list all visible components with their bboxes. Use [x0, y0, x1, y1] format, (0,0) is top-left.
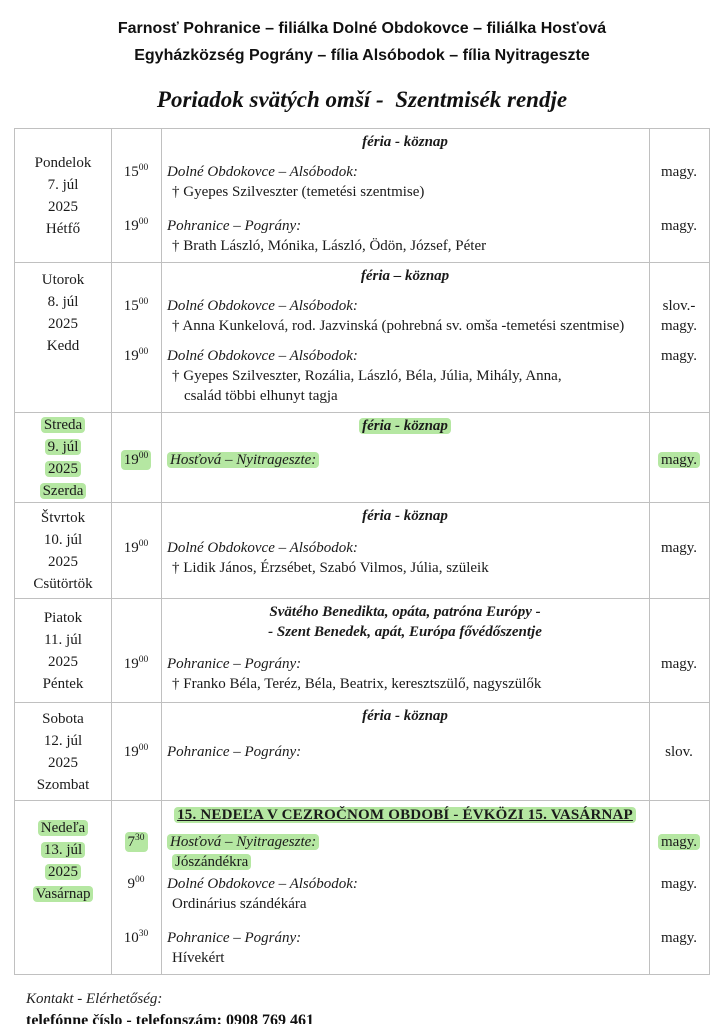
- mass-time: [111, 346, 161, 366]
- day-line: 2025: [48, 653, 78, 670]
- language-text: magy.: [660, 318, 698, 334]
- phone-number: telefónne číslo - telefonszám: 0908 769 461: [26, 1012, 314, 1024]
- mass-time: [111, 928, 161, 948]
- time-minutes: 00: [138, 217, 149, 227]
- mass-intention: [167, 852, 649, 872]
- column-divider: [161, 599, 162, 702]
- day-line: Hétfő: [45, 220, 81, 237]
- day-cell: [15, 599, 111, 702]
- mass-intention: [167, 674, 649, 694]
- mass-entry: [111, 654, 709, 694]
- mass-time: [111, 162, 161, 182]
- row-content: [111, 129, 709, 262]
- mass-location: [167, 346, 649, 366]
- row-friday: [15, 598, 709, 702]
- mass-entry: [111, 346, 709, 406]
- time-hour: 19: [123, 656, 139, 672]
- day-cell: [15, 801, 111, 974]
- mass-location: [167, 450, 649, 470]
- feria-text: féria - köznap: [362, 134, 448, 150]
- day-text: 2025: [45, 461, 81, 477]
- intention-text: † Anna Kunkelová, rod. Jazvinská (pohrebná sv. omša -temetési szentmise): [172, 318, 625, 334]
- day-line: Kedd: [46, 338, 80, 354]
- time-hour: 19: [123, 540, 139, 556]
- feast-text: - Szent Benedek, apát, Európa fővédőszentje: [268, 624, 542, 640]
- feria-text: féria - köznap: [362, 508, 448, 524]
- mass-location: [167, 874, 649, 894]
- mass-time: [111, 832, 161, 852]
- intention-text: † Gyepes Szilveszter (temetési szentmise): [172, 184, 425, 200]
- mass-intention: [167, 558, 649, 578]
- mass-location: [167, 216, 649, 236]
- time-hour: 19: [123, 744, 139, 760]
- day-line: [38, 817, 88, 839]
- time-hour: 19: [123, 348, 139, 364]
- column-divider: [161, 503, 162, 598]
- column-divider: [161, 801, 162, 974]
- location-text: Pohranice – Pográny:: [167, 744, 302, 760]
- mass-language: [649, 346, 709, 366]
- day-line: [45, 436, 82, 458]
- mass-time: [111, 538, 161, 558]
- mass-language: [649, 450, 709, 470]
- time-minutes: 00: [138, 539, 149, 549]
- intention-text: † Franko Béla, Teréz, Béla, Beatrix, keresztszülő, nagyszülők: [172, 676, 542, 692]
- day-cell: [15, 263, 111, 412]
- feria-text: féria - köznap: [359, 418, 451, 434]
- time-minutes: 30: [138, 929, 149, 939]
- language-text: slov.-: [662, 298, 696, 314]
- row-monday: [15, 129, 709, 262]
- mass-time: [111, 450, 161, 470]
- location-text: Pohranice – Pográny:: [167, 218, 302, 234]
- day-line: 7. júl: [47, 176, 79, 193]
- time-minutes: 00: [138, 655, 149, 665]
- row-content: [111, 703, 709, 800]
- feast-label: [161, 622, 649, 642]
- day-line: Utorok: [41, 272, 85, 288]
- mass-intention: [167, 182, 649, 202]
- mass-description: [161, 928, 649, 968]
- language-text: slov.: [665, 744, 693, 760]
- day-line: 12. júl: [43, 732, 83, 749]
- mass-language: [649, 296, 709, 336]
- column-divider: [111, 801, 112, 974]
- row-content: [111, 413, 709, 502]
- row-thursday: [15, 502, 709, 598]
- column-divider: [161, 413, 162, 502]
- row-content: [111, 503, 709, 598]
- language-text: magy.: [658, 834, 700, 850]
- mass-location: [167, 538, 649, 558]
- mass-intention: [167, 366, 649, 386]
- mass-entry: [111, 538, 709, 578]
- mass-entry: [111, 742, 709, 762]
- day-line: 2025: [48, 553, 78, 570]
- parish-header-line-hu: Egyházközség Pográny – fília Alsóbodok – fília Nyitrageszte: [134, 47, 590, 64]
- column-divider: [111, 503, 112, 598]
- location-text: Pohranice – Pográny:: [167, 930, 302, 946]
- column-divider: [161, 263, 162, 412]
- location-text: Dolné Obdokovce – Alsóbodok:: [167, 876, 358, 892]
- column-divider: [111, 129, 112, 262]
- day-line: 8. júl: [47, 294, 79, 310]
- mass-intention: [167, 316, 649, 336]
- time-hour: 19: [123, 452, 139, 468]
- time-minutes: 30: [135, 833, 145, 843]
- mass-entry: [111, 216, 709, 256]
- day-line: [45, 458, 81, 480]
- mass-location: [167, 296, 649, 316]
- time-minutes: 00: [138, 451, 149, 461]
- intention-text: † Brath László, Mónika, László, Ödön, József, Péter: [172, 238, 487, 254]
- day-text: 2025: [45, 864, 81, 880]
- mass-schedule-table: [14, 128, 710, 975]
- column-divider: [649, 413, 650, 502]
- feria-label: [161, 132, 649, 152]
- location-text: Dolné Obdokovce – Alsóbodok:: [167, 298, 358, 314]
- mass-language: [649, 216, 709, 236]
- day-text: 13. júl: [41, 842, 85, 858]
- day-line: Štvrtok: [40, 509, 86, 526]
- day-cell: [15, 503, 111, 598]
- mass-intention: [167, 894, 649, 914]
- column-divider: [649, 801, 650, 974]
- mass-description: [161, 216, 649, 256]
- column-divider: [649, 129, 650, 262]
- feria-text: féria – köznap: [360, 268, 450, 284]
- row-wednesday: [15, 412, 709, 502]
- intention-text: Jószándékra: [172, 854, 251, 870]
- day-line: [45, 861, 81, 883]
- feast-label: [161, 602, 649, 622]
- mass-intention: [167, 948, 649, 968]
- day-text: Streda: [41, 417, 85, 433]
- day-line: Csütörtök: [33, 575, 93, 592]
- day-cell: [15, 703, 111, 800]
- day-line: Péntek: [42, 675, 84, 692]
- location-text: Dolné Obdokovce – Alsóbodok:: [167, 164, 358, 180]
- row-sunday: [15, 800, 709, 974]
- page-title: Poriadok svätých omší - Szentmisék rendje: [156, 87, 568, 112]
- time-hour: 10: [123, 930, 139, 946]
- day-line: 2025: [48, 316, 78, 332]
- day-line: 10. júl: [43, 531, 83, 548]
- mass-location: [167, 162, 649, 182]
- mass-language: [649, 928, 709, 948]
- day-cell: [15, 413, 111, 502]
- mass-time: [111, 216, 161, 236]
- intention-text: család többi elhunyt tagja: [184, 388, 338, 404]
- column-divider: [649, 599, 650, 702]
- location-text: Dolné Obdokovce – Alsóbodok:: [167, 348, 358, 364]
- document-header: [0, 0, 724, 115]
- feria-label: [161, 506, 649, 526]
- mass-description: [161, 538, 649, 578]
- time-minutes: 00: [138, 743, 149, 753]
- time-hour: 9: [127, 876, 135, 892]
- day-text: Nedeľa: [38, 820, 88, 836]
- day-line: 2025: [48, 754, 78, 771]
- column-divider: [161, 129, 162, 262]
- feria-label: [161, 266, 649, 286]
- feria-label: [161, 706, 649, 726]
- time-hour: 15: [123, 164, 139, 180]
- day-text: Szerda: [40, 483, 87, 499]
- column-divider: [111, 413, 112, 502]
- column-divider: [111, 599, 112, 702]
- time-minutes: 00: [138, 297, 149, 307]
- day-line: [41, 414, 85, 436]
- mass-entry: [111, 832, 709, 872]
- location-text: Pohranice – Pográny:: [167, 656, 302, 672]
- column-divider: [649, 263, 650, 412]
- mass-description: [161, 654, 649, 694]
- mass-language: [649, 162, 709, 182]
- language-text: magy.: [660, 218, 698, 234]
- feria-label: [161, 416, 649, 436]
- day-line: Piatok: [43, 609, 83, 626]
- time-minutes: 00: [138, 347, 149, 357]
- column-divider: [161, 703, 162, 800]
- mass-description: [161, 296, 649, 336]
- intention-text: Hívekért: [172, 950, 225, 966]
- feria-text: féria - köznap: [362, 708, 448, 724]
- language-text: magy.: [660, 656, 698, 672]
- location-text: Hosťová – Nyitrageszte:: [167, 452, 319, 468]
- language-text: magy.: [660, 348, 698, 364]
- column-divider: [111, 263, 112, 412]
- time-hour: 7: [127, 834, 135, 850]
- mass-intention: [167, 386, 649, 406]
- mass-description: [161, 832, 649, 872]
- language-text: magy.: [660, 930, 698, 946]
- day-line: 11. júl: [44, 631, 82, 648]
- mass-entry: [111, 450, 709, 470]
- day-text: 9. júl: [45, 439, 82, 455]
- mass-location: [167, 742, 649, 762]
- mass-language: [649, 742, 709, 762]
- row-saturday: [15, 702, 709, 800]
- intention-text: † Gyepes Szilveszter, Rozália, László, Béla, Júlia, Mihály, Anna,: [172, 368, 562, 384]
- column-divider: [111, 703, 112, 800]
- column-divider: [649, 703, 650, 800]
- mass-language: [649, 832, 709, 852]
- mass-time: [111, 874, 161, 894]
- mass-language: [649, 538, 709, 558]
- day-line: [40, 480, 87, 502]
- day-text: Vasárnap: [33, 886, 94, 902]
- mass-description: [161, 742, 649, 762]
- time-hour: 19: [123, 218, 139, 234]
- mass-location: [167, 928, 649, 948]
- intention-text: Ordinárius szándékára: [172, 896, 307, 912]
- day-line: [41, 839, 85, 861]
- mass-description: [161, 874, 649, 914]
- day-line: Szombat: [36, 776, 90, 793]
- mass-time: [111, 654, 161, 674]
- location-text: Dolné Obdokovce – Alsóbodok:: [167, 540, 358, 556]
- mass-time: [111, 742, 161, 762]
- time-hour: 15: [123, 298, 139, 314]
- parish-header-line-sk: Farnosť Pohranice – filiálka Dolné Obdokovce – filiálka Hosťová: [117, 20, 607, 37]
- mass-location: [167, 832, 649, 852]
- time-minutes: 00: [138, 163, 149, 173]
- mass-intention: [167, 236, 649, 256]
- day-line: [33, 883, 94, 905]
- mass-description: [161, 162, 649, 202]
- column-divider: [649, 503, 650, 598]
- day-cell: [15, 129, 111, 262]
- mass-entry: [111, 162, 709, 202]
- mass-location: [167, 654, 649, 674]
- language-text: magy.: [658, 452, 700, 468]
- language-text: magy.: [660, 540, 698, 556]
- mass-time: [111, 296, 161, 316]
- mass-language: [649, 654, 709, 674]
- row-content: [111, 263, 709, 412]
- mass-entry: [111, 874, 709, 914]
- language-text: magy.: [660, 876, 698, 892]
- row-content: [111, 599, 709, 702]
- document-footer: [26, 989, 724, 1024]
- mass-entry: [111, 296, 709, 336]
- row-tuesday: [15, 262, 709, 412]
- mass-entry: [111, 928, 709, 968]
- intention-text: † Lidik János, Érzsébet, Szabó Vilmos, Júlia, szüleik: [172, 560, 489, 576]
- time-minutes: 00: [135, 875, 145, 885]
- feast-text: Svätého Benedikta, opáta, patróna Európy -: [269, 604, 541, 620]
- row-content: [111, 801, 709, 974]
- day-line: 2025: [48, 198, 78, 215]
- language-text: magy.: [660, 164, 698, 180]
- sunday-title: [161, 804, 649, 826]
- location-text: Hosťová – Nyitrageszte:: [167, 834, 319, 850]
- day-line: Sobota: [42, 710, 84, 727]
- mass-description: [161, 346, 649, 406]
- mass-language: [649, 874, 709, 894]
- sunday-title-text: 15. NEDEĽA V CEZROČNOM OBDOBÍ - ÉVKÖZI 15. VASÁRNAP: [174, 807, 636, 823]
- mass-description: [161, 450, 649, 470]
- day-line: Pondelok: [34, 154, 92, 171]
- contact-label: Kontakt - Elérhetőség:: [26, 991, 163, 1007]
